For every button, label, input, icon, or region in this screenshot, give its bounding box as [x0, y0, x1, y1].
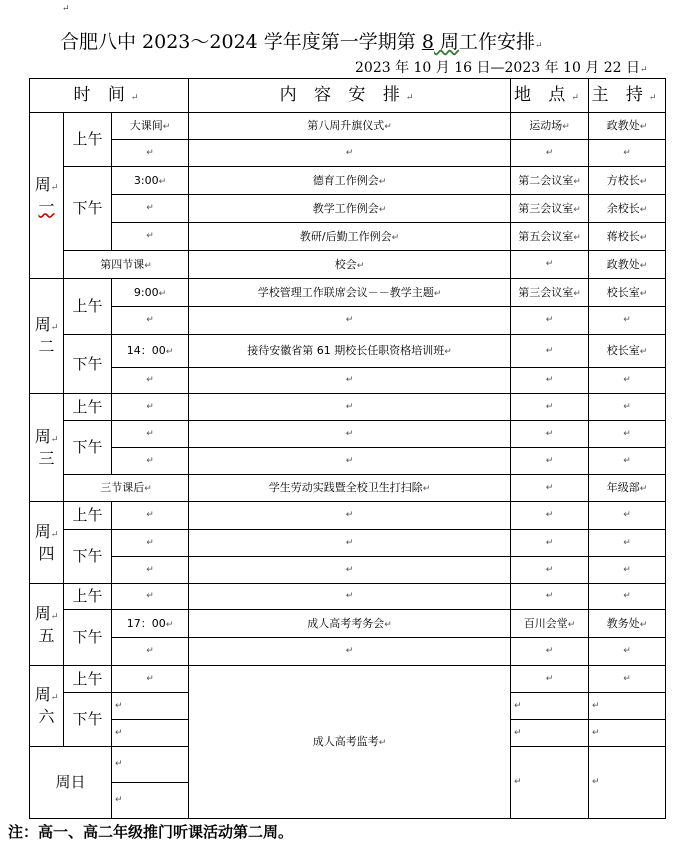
- day-thursday: 周↵ 四: [30, 502, 64, 584]
- cell-host: 校长室↵: [589, 335, 666, 368]
- table-row: ↵ ↵ ↵ ↵: [30, 368, 666, 394]
- day-saturday: 周↵ 六: [30, 666, 64, 747]
- table-row: ↵ ↵ ↵ ↵: [30, 448, 666, 475]
- half-am: 上午: [64, 666, 112, 693]
- half-pm: 下午: [64, 610, 112, 666]
- title-prefix: 合肥八中 2023～2024 学年度第一学期第: [60, 31, 422, 53]
- half-am: 上午: [64, 584, 112, 610]
- cell-content: 学生劳动实践暨全校卫生打扫除↵: [189, 475, 511, 502]
- title-suffix: 工作安排: [458, 31, 535, 53]
- footer-note: 注：高一、高二年级推门听课活动第二周。: [8, 823, 294, 841]
- header-place: 地 点↵: [511, 79, 589, 113]
- table-row: 周日 ↵ ↵ ↵: [30, 747, 666, 783]
- table-row: ↵ ↵ ↵ ↵: [30, 307, 666, 335]
- cell-place: 第三会议室↵: [511, 279, 589, 307]
- date-range: 2023 年 10 月 16 日—2023 年 10 月 22 日↵: [355, 60, 648, 76]
- table-row: 周↵ 六 上午 ↵ 成人高考监考↵ ↵ ↵: [30, 666, 666, 693]
- cell-host: 方校长↵: [589, 167, 666, 195]
- table-row: ↵ ↵ ↵ ↵: [30, 638, 666, 666]
- title-week-unit: 周: [433, 31, 459, 53]
- table-row: [30, 113, 666, 140]
- cell-time: 大课间↵: [112, 113, 189, 140]
- half-pm: 下午: [64, 167, 112, 251]
- cell-content: 成人高考考务会↵: [189, 610, 511, 638]
- cell-content-sat-sun: 成人高考监考↵: [189, 666, 511, 819]
- cell-host: 政教处↵: [589, 113, 666, 140]
- table-row: ↵ ↵ ↵: [30, 720, 666, 747]
- cell-time: 三节课后↵: [64, 475, 189, 502]
- half-pm: 下午: [64, 335, 112, 394]
- table-row: 下午 ↵ ↵ ↵ ↵: [30, 530, 666, 557]
- table-row: ↵ ↵ ↵ ↵: [30, 557, 666, 584]
- cell-host: 余校长↵: [589, 195, 666, 223]
- cell-time: 17：00↵: [112, 610, 189, 638]
- cell-content: 学校管理工作联席会议－－教学主题↵: [189, 279, 511, 307]
- half-am: 上午: [64, 502, 112, 530]
- day-tuesday: 周↵ 二: [30, 279, 64, 394]
- cell-content: 教研/后勤工作例会↵: [189, 223, 511, 251]
- table-row: 下午 ↵ ↵ ↵: [30, 693, 666, 720]
- table-header-row: [30, 79, 666, 113]
- day-monday: 周↵ 一: [30, 113, 64, 279]
- title-week-number: 8: [421, 31, 434, 53]
- header-time: 时 间↵: [30, 79, 189, 113]
- cell-host: 校长室↵: [589, 279, 666, 307]
- table-row: ↵: [30, 783, 666, 819]
- table-row: ↵ ↵ ↵ ↵: [30, 140, 666, 167]
- table-row: 周↵ 五 上午 ↵ ↵ ↵ ↵: [30, 584, 666, 610]
- cell-host: 政教处↵: [589, 251, 666, 279]
- cell-place: 第五会议室↵: [511, 223, 589, 251]
- table-row: 下午 14：00↵ 接待安徽省第 61 期校长任职资格培训班↵ ↵ 校长室↵: [30, 335, 666, 368]
- table-row: ↵ 教学工作例会↵ 第三会议室↵ 余校长↵: [30, 195, 666, 223]
- paragraph-mark: ↵: [62, 4, 70, 14]
- header-host: 主 持↵: [589, 79, 666, 113]
- cell-time: 第四节课↵: [64, 251, 189, 279]
- table-row: 周↵ 四 上午 ↵ ↵ ↵ ↵: [30, 502, 666, 530]
- header-content: 内 容 安 排↵: [189, 79, 511, 113]
- half-pm: 下午: [64, 421, 112, 475]
- half-am: 上午: [64, 113, 112, 167]
- page-title: 合肥八中 2023～2024 学年度第一学期第 8 周工作安排↵: [60, 31, 543, 53]
- cell-place: 运动场↵: [511, 113, 589, 140]
- cell-content: 德育工作例会↵: [189, 167, 511, 195]
- cell-host: 年级部↵: [589, 475, 666, 502]
- half-am: 上午: [64, 279, 112, 335]
- half-pm: 下午: [64, 530, 112, 584]
- cell-content: 校会↵: [189, 251, 511, 279]
- table-row: [30, 167, 666, 195]
- cell-place: 第二会议室↵: [511, 167, 589, 195]
- table-row: 第四节课↵ 校会↵ ↵ 政教处↵: [30, 251, 666, 279]
- table-row: [30, 610, 666, 638]
- cell-content: 教学工作例会↵: [189, 195, 511, 223]
- table-row: [30, 279, 666, 307]
- half-am: 上午: [64, 394, 112, 421]
- cell-content: 第八周升旗仪式↵: [189, 113, 511, 140]
- cell-time: 14：00↵: [112, 335, 189, 368]
- table-row: 周↵ 三 上午 ↵ ↵ ↵ ↵: [30, 394, 666, 421]
- day-friday: 周↵ 五: [30, 584, 64, 666]
- half-pm: 下午: [64, 693, 112, 747]
- day-wednesday: 周↵ 三: [30, 394, 64, 502]
- cell-time: 3:00↵: [112, 167, 189, 195]
- day-sunday: 周日: [30, 747, 112, 819]
- cell-time: 9:00↵: [112, 279, 189, 307]
- cell-content: 接待安徽省第 61 期校长任职资格培训班↵: [189, 335, 511, 368]
- schedule-table: [29, 78, 666, 819]
- cell-place: 第三会议室↵: [511, 195, 589, 223]
- table-row: 三节课后↵ 学生劳动实践暨全校卫生打扫除↵ ↵ 年级部↵: [30, 475, 666, 502]
- table-row: ↵ 教研/后勤工作例会↵ 第五会议室↵ 蒋校长↵: [30, 223, 666, 251]
- table-row: 下午 ↵ ↵ ↵ ↵: [30, 421, 666, 448]
- cell-host: 蒋校长↵: [589, 223, 666, 251]
- cell-place: 百川会堂↵: [511, 610, 589, 638]
- cell-host: 教务处↵: [589, 610, 666, 638]
